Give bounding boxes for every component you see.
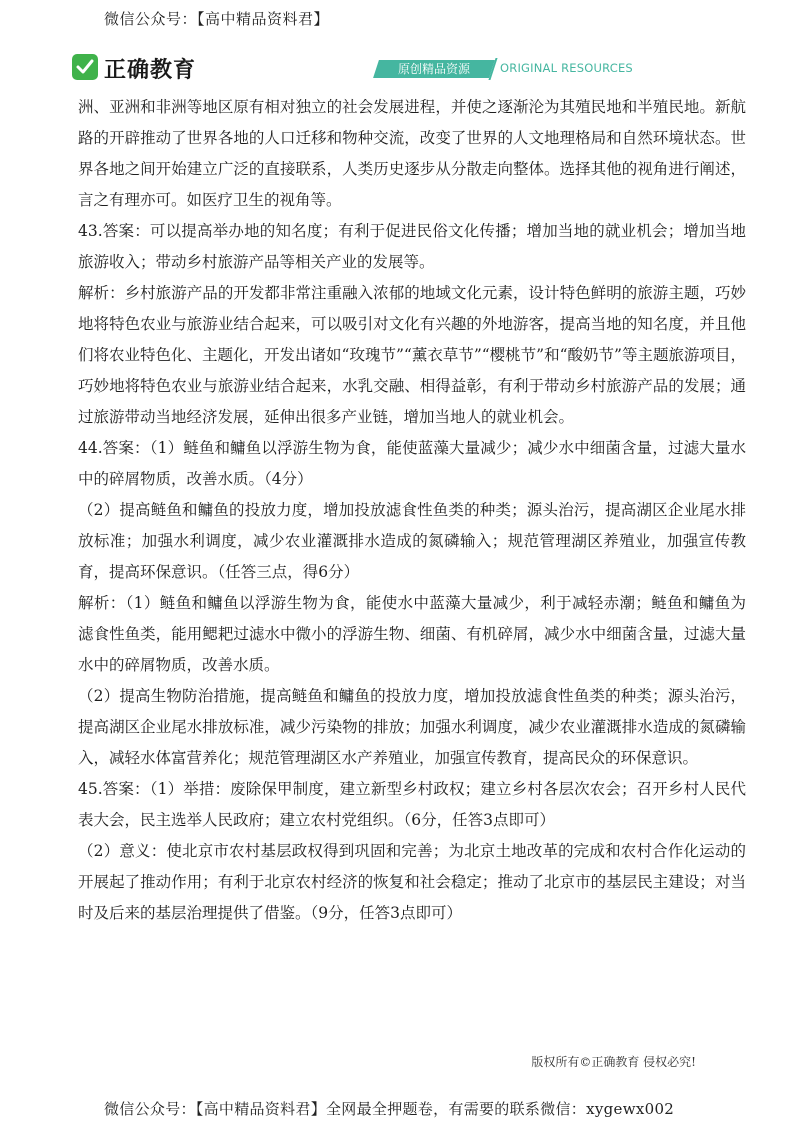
answer-content [78,92,746,929]
analysis-43: 解析：乡村旅游产品的开发都非常注重融入浓郁的地域文化元素，设计特色鲜明的旅游主题，巧妙地将特色农业与旅游业结合起来，可以吸引对文化有兴趣的外地游客，提高当地的知名度，并且他们将农业特色化、主题化，开发出诸如“玫瑰节”“薰衣草节”“樱桃节”和“酸奶节”等主题旅游项目，巧妙地将特色农业与旅游业结合起来，水乳交融、相得益彰，有利于带动乡村旅游产品的发展；通过旅游带动当地经济发展，延伸出很多产业链，增加当地人的就业机会。 [78,284,746,426]
banner-label-en: ORIGINAL RESOURCES [500,61,633,75]
answer-44-part2: （2）提高鲢鱼和鳙鱼的投放力度，增加投放滤食性鱼类的种类；源头治污，提高湖区企业尾水排放标准；加强水利调度，减少农业灌溉排水造成的氮磷输入；规范管理湖区养殖业，加强宣传教育，提高环保意识。（任答三点，得6分） [78,501,746,581]
check-icon [72,54,98,80]
answer-44-part1: 44.答案：（1）鲢鱼和鳙鱼以浮游生物为食，能使蓝藻大量减少；减少水中细菌含量，过滤大量水中的碎屑物质，改善水质。（4分） [78,439,746,488]
answer-45-part1: 45.答案：（1）举措：废除保甲制度，建立新型乡村政权；建立乡村各层次农会；召开乡村人民代表大会，民主选举人民政府；建立农村党组织。（6分，任答3点即可） [78,780,746,829]
brand-logo-text: 正确教育 [104,58,197,83]
analysis-44-part1: 解析：（1）鲢鱼和鳙鱼以浮游生物为食，能使水中蓝藻大量减少，利于减轻赤潮；鲢鱼和鳙鱼为滤食性鱼类，能用鳃耙过滤水中微小的浮游生物、细菌、有机碎屑，减少水中细菌含量，过滤大量水中的碎屑物质，改善水质。 [78,594,746,674]
banner-label-cn: 原创精品资源 [397,62,470,76]
copyright-notice: 版权所有©正确教育 侵权必究! [531,1055,696,1069]
paragraph-continuation: 洲、亚洲和非洲等地区原有相对独立的社会发展进程，并使之逐渐沦为其殖民地和半殖民地。新航路的开辟推动了世界各地的人口迁移和物种交流，改变了世界的人文地理格局和自然环境状态。世界各地之间开始建立广泛的直接联系，人类历史逐步从分散走向整体。选择其他的视角进行阐述，言之有理亦可。如医疗卫生的视角等。 [78,98,746,209]
top-wechat-note: 微信公众号：【高中精品资料君】 [104,10,330,28]
answer-43: 43.答案：可以提高举办地的知名度；有利于促进民俗文化传播；增加当地的就业机会；增加当地旅游收入；带动乡村旅游产品等相关产业的发展等。 [78,222,746,271]
page-header [72,52,732,86]
bottom-wechat-note: 微信公众号：【高中精品资料君】全网最全押题卷，有需要的联系微信：xygewx002 [104,1100,675,1118]
analysis-44-part2: （2）提高生物防治措施，提高鲢鱼和鳙鱼的投放力度，增加投放滤食性鱼类的种类；源头治污，提高湖区企业尾水排放标准，减少污染物的排放；加强水利调度，减少农业灌溉排水造成的氮磷输入，减轻水体富营养化；规范管理湖区水产养殖业，加强宣传教育，提高民众的环保意识。 [78,687,746,767]
answer-45-part2: （2）意义：使北京市农村基层政权得到巩固和完善；为北京土地改革的完成和农村合作化运动的开展起了推动作用；有利于北京农村经济的恢复和社会稳定；推动了北京市的基层民主建设；对当时及后来的基层治理提供了借鉴。（9分，任答3点即可） [78,842,746,922]
